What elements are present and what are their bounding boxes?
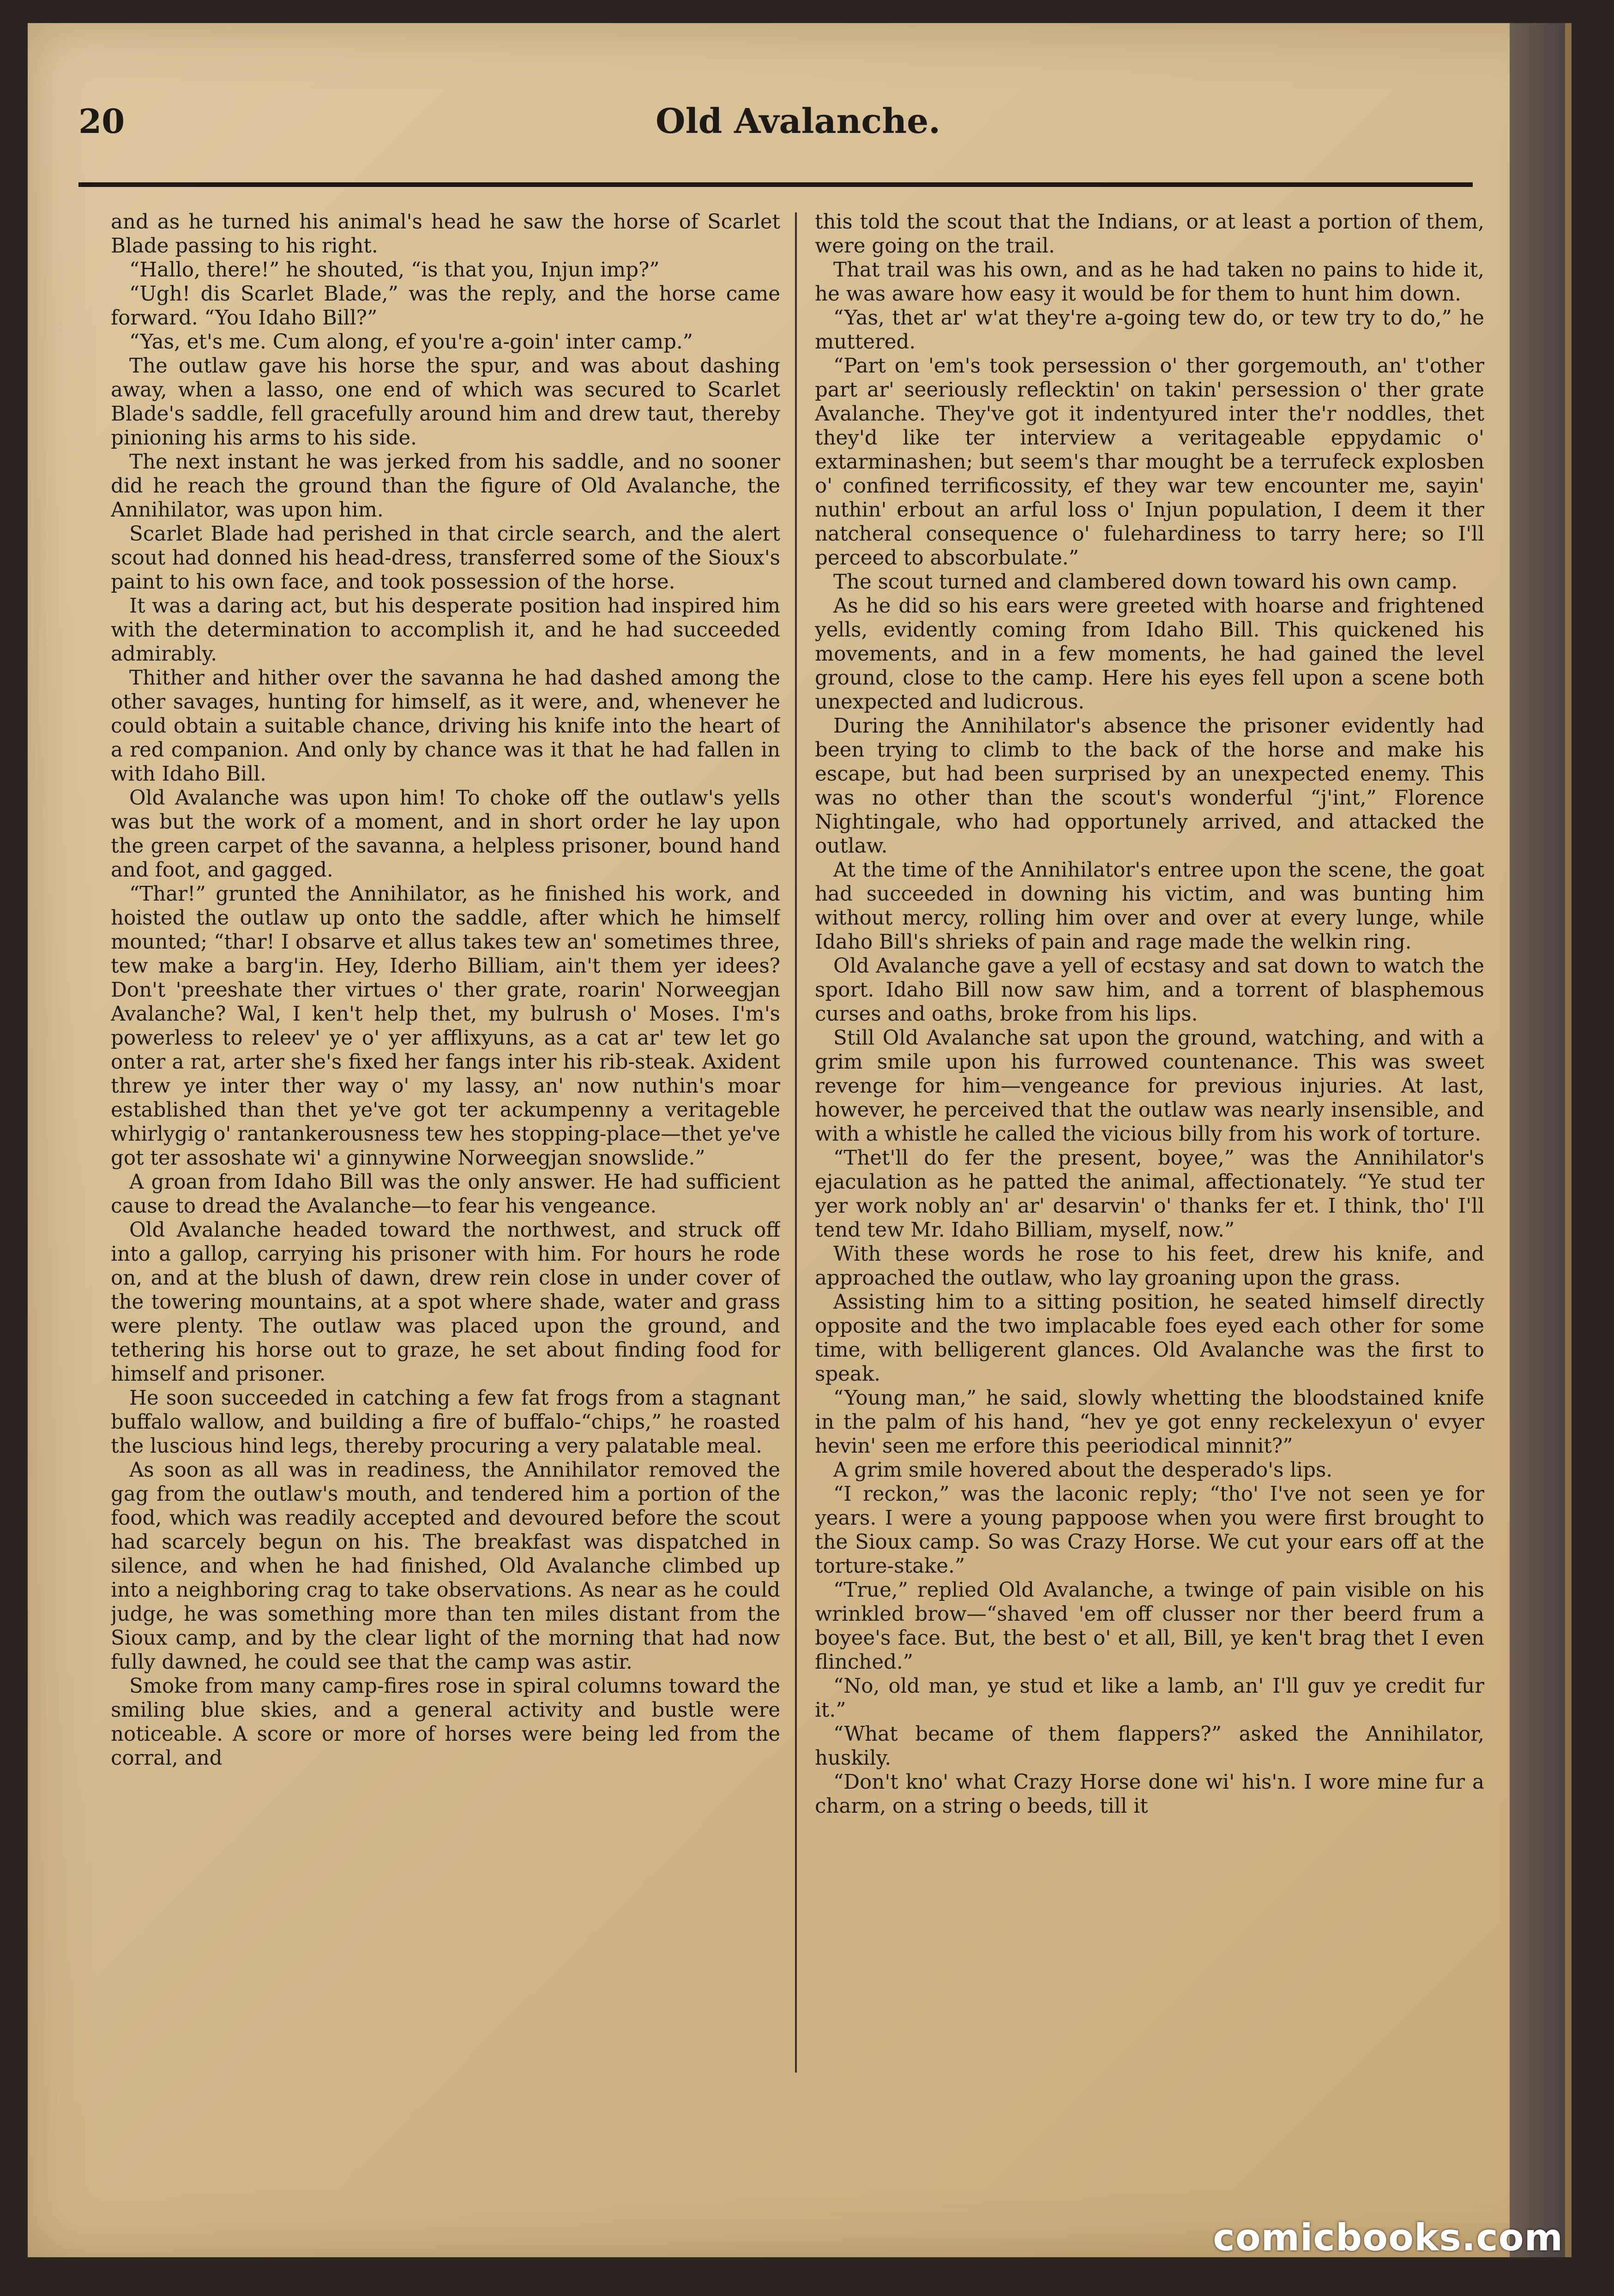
site-watermark: comicbooks.com (1213, 2216, 1563, 2259)
paragraph: this told the scout that the Indians, or at least a portion of them, were going on the trail. (815, 210, 1484, 258)
paragraph: The outlaw gave his horse the spur, and was about dashing away, when a lasso, one end of which was secured to Scarlet Blade's saddle, fell gracefully around him and drew taut, thereby pinioning his arms to his side. (111, 355, 780, 450)
paragraph: A grim smile hovered about the desperado's lips. (833, 1459, 1333, 1482)
column-divider (795, 212, 797, 2073)
paragraph: “Part on 'em's took persession o' ther gorgemouth, an' t'other part ar' seeriously reflecktin' on takin' persession o' ther grate Avalanche. They've got it indentyured inter the'r noddles, thet they'd like ter interview a veritageable eppydamic o' extarminashen; but seem's thar mought be a terrufeck explosben o' confined terrificossity, ef they war tew encounter me, sayin' nuthin' erbout an arful loss o' Injun population, I deem it ther natcheral consequence o' fulehardiness to tarry here; so I'll perceed to abscorbulate.” (815, 355, 1484, 570)
paragraph: Scarlet Blade had perished in that circle search, and the alert scout had donned his head-dress, transferred some of the Sioux's paint to his own face, and took possession of the horse. (111, 523, 780, 594)
page-number: 20 (78, 102, 125, 141)
paragraph: “Yas, thet ar' w'at they're a-going tew do, or tew try to do,” he muttered. (815, 307, 1484, 354)
binding-edge (1510, 23, 1565, 2257)
paragraph: With these words he rose to his feet, drew his knife, and approached the outlaw, who lay groaning upon the grass. (815, 1243, 1484, 1290)
paragraph: The next instant he was jerked from his saddle, and no sooner did he reach the ground than the figure of Old Avalanche, the Annihilator, was upon him. (111, 451, 780, 522)
paragraph: “Ugh! dis Scarlet Blade,” was the reply, and the horse came forward. “You Idaho Bill?” (111, 282, 780, 330)
paragraph: At the time of the Annihilator's entree upon the scene, the goat had succeeded in downing his victim, and was bunting him without mercy, rolling him over and over at every lunge, while Idaho Bill's shrieks of pain and rage made the welkin ring. (815, 859, 1484, 954)
paragraph: “Young man,” he said, slowly whetting the bloodstained knife in the palm of his hand, “hev ye got enny reckelexyun o' evyer hevin' seen me erfore this peeriodical minnit?” (815, 1387, 1484, 1458)
right-column (815, 210, 1484, 2080)
paragraph: Assisting him to a sitting position, he seated himself directly opposite and the two implacable foes eyed each other for some time, with belligerent glances. Old Avalanche was the first to speak. (815, 1291, 1484, 1386)
paragraph: The scout turned and clambered down toward his own camp. (833, 571, 1458, 594)
paragraph: Old Avalanche headed toward the northwest, and struck off into a gallop, carrying his prisoner with him. For hours he rode on, and at the blush of dawn, drew rein close in under cover of the towering mountains, at a spot where shade, water and grass were plenty. The outlaw was placed upon the ground, and tethering his horse out to graze, he set about finding food for himself and prisoner. (111, 1219, 780, 1386)
paragraph: As he did so his ears were greeted with hoarse and frightened yells, evidently coming from Idaho Bill. This quickened his movements, and in a few moments, he had gained the level ground, close to the camp. Here his eyes fell upon a scene both unexpected and ludicrous. (815, 595, 1484, 714)
paragraph: “Yas, et's me. Cum along, ef you're a-goin' inter camp.” (129, 331, 693, 354)
paragraph: “I reckon,” was the laconic reply; “tho' I've not seen ye for years. I were a young pappoose when you were first brought to the Sioux camp. So was Crazy Horse. We cut your ears off at the torture-stake.” (815, 1483, 1484, 1578)
paragraph: “Thet'll do fer the present, boyee,” was the Annihilator's ejaculation as he patted the animal, affectionately. “Ye stud ter yer work nobly an' ar' desarvin' o' thanks fer et. I think, tho' I'll tend tew Mr. Idaho Billiam, myself, now.” (815, 1147, 1484, 1242)
paragraph: Old Avalanche gave a yell of ecstasy and sat down to watch the sport. Idaho Bill now saw him, and a torrent of blasphemous curses and oaths, broke from his lips. (815, 955, 1484, 1026)
header-rule (78, 182, 1473, 187)
paragraph: He soon succeeded in catching a few fat frogs from a stagnant buffalo wallow, and building a fire of buffalo-“chips,” he roasted the luscious hind legs, thereby procuring a very palatable meal. (111, 1387, 780, 1458)
paragraph: Smoke from many camp-fires rose in spiral columns toward the smiling blue skies, and a general activity and bustle were noticeable. A score or more of horses were being led from the corral, and (111, 1675, 780, 1770)
paragraph: As soon as all was in readiness, the Annihilator removed the gag from the outlaw's mouth, and tendered him a portion of the food, which was readily accepted and devoured before the scout had scarcely begun on his. The breakfast was dispatched in silence, and when he had finished, Old Avalanche climbed up into a neighboring crag to take observations. As near as he could judge, he was something more than ten miles distant from the Sioux camp, and by the clear light of the morning that had now fully dawned, he could see that the camp was astir. (111, 1459, 780, 1674)
paragraph: and as he turned his animal's head he saw the horse of Scarlet Blade passing to his right. (111, 210, 780, 258)
paragraph: “What became of them flappers?” asked the Annihilator, huskily. (815, 1723, 1484, 1770)
paragraph: “Don't kno' what Crazy Horse done wi' his'n. I wore mine fur a charm, on a string o beeds, till it (815, 1771, 1484, 1818)
paragraph: “Hallo, there!” he shouted, “is that you, Injun imp?” (129, 258, 660, 282)
running-title: Old Avalanche. (656, 102, 941, 141)
left-column (111, 210, 780, 2080)
paragraph: Old Avalanche was upon him! To choke off the outlaw's yells was but the work of a moment, and in short order he lay upon the green carpet of the savanna, a helpless prisoner, bound hand and foot, and gagged. (111, 787, 780, 882)
page-header (78, 88, 1463, 157)
paragraph: “No, old man, ye stud et like a lamb, an' I'll guv ye credit fur it.” (815, 1675, 1484, 1722)
paragraph: During the Annihilator's absence the prisoner evidently had been trying to climb to the back of the horse and make his escape, but had been surprised by an unexpected enemy. This was no other than the scout's wonderful “j'int,” Florence Nightingale, who had opportunely arrived, and attacked the outlaw. (815, 715, 1484, 858)
paragraph: That trail was his own, and as he had taken no pains to hide it, he was aware how easy it would be for them to hunt him down. (815, 258, 1484, 306)
paragraph: Thither and hither over the savanna he had dashed among the other savages, hunting for himself, as it were, and, whenever he could obtain a suitable chance, driving his knife into the heart of a red companion. And only by chance was it that he had fallen in with Idaho Bill. (111, 667, 780, 786)
paragraph: “Thar!” grunted the Annihilator, as he finished his work, and hoisted the outlaw up onto the saddle, after which he himself mounted; “thar! I obsarve et allus takes tew an' sometimes three, tew make a barg'in. Hey, Iderho Billiam, ain't them yer idees? Don't 'preeshate ther virtues o' ther grate, roarin' Norweegjan Avalanche? Wal, I ken't help thet, my bulrush o' Moses. I'm's powerless to releev' ye o' yer afflixyuns, as a cat ar' tew let go onter a rat, arter she's fixed her fangs inter his rib-steak. Axident threw ye inter ther way o' my lassy, an' now nuthin's moar established than thet ye've got ter ackumpenny a veritageble whirlygig o' rantankerousness tew hes stopping-place—thet ye've got ter assoshate wi' a ginnywine Norweegjan snowslide.” (111, 883, 780, 1170)
paragraph: “True,” replied Old Avalanche, a twinge of pain visible on his wrinkled brow—“shaved 'em off clusser nor ther beerd frum a boyee's face. But, the best o' et all, Bill, ye ken't brag thet I even flinched.” (815, 1579, 1484, 1674)
paragraph: A groan from Idaho Bill was the only answer. He had sufficient cause to dread the Avalanche—to fear his vengeance. (111, 1171, 780, 1218)
paragraph: Still Old Avalanche sat upon the ground, watching, and with a grim smile upon his furrowed countenance. This was sweet revenge for him—vengeance for previous injuries. At last, however, he perceived that the outlaw was nearly insensible, and with a whistle he called the vicious billy from his work of torture. (815, 1027, 1484, 1146)
paragraph: It was a daring act, but his desperate position had inspired him with the determination to accomplish it, and he had succeeded admirably. (111, 595, 780, 666)
